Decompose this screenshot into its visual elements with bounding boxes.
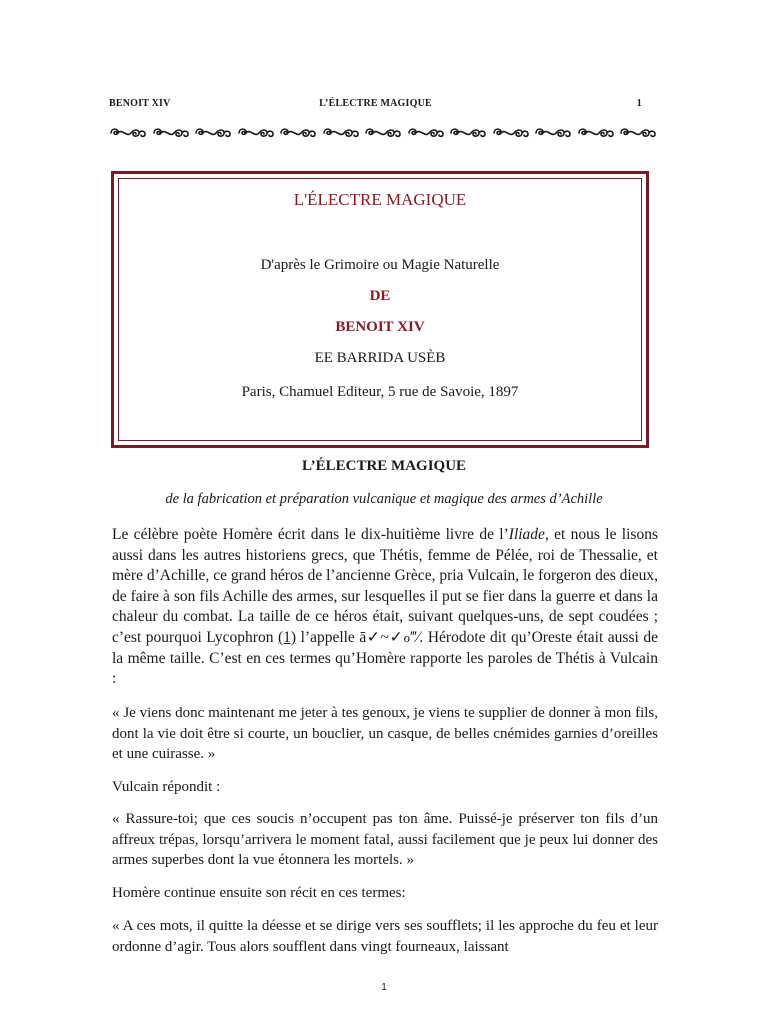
body-paragraph-2: « Je viens donc maintenant me jeter à tes genoux, je viens te supplier de donner à mon fils, dont la vie doit être si courte, un bouclier, un casque, de belles cnémides garnies d’oreilles et une cuirasse. »	[112, 705, 658, 763]
header-author: BENOIT XIV	[109, 98, 171, 109]
book-imprint: Paris, Chamuel Editeur, 5 rue de Savoie, 1897	[241, 384, 519, 400]
section-title: L’ÉLECTRE MAGIQUE	[301, 458, 467, 474]
section-subtitle: de la fabrication et préparation vulcanique et magique des armes d’Achille	[165, 491, 603, 507]
header-title: L’ÉLECTRE MAGIQUE	[319, 98, 432, 109]
scroll-ornament-icon	[279, 126, 317, 140]
scroll-ornament-icon	[492, 126, 530, 140]
footnote-reference[interactable]: (1)	[277, 628, 297, 646]
scroll-ornament-icon	[619, 126, 657, 140]
p1-text-b: , et nous le lisons aussi dans les autres historiens grecs, que Thétis, femme de Pélée, roi de Thessalie, et mère d’Achille, ce grand héros de l’ancienne Grèce, pria Vulcain, le forgeron des dieux, de faire à son fils Achille des armes, sur lesquelles il put se fier dans la guerre et dans la chaleur du combat. La taille de ce héros était, suivant quelques-uns, de sept coudées ; c’est pourquoi Lycophron	[112, 526, 658, 646]
scroll-ornament-icon	[109, 126, 147, 140]
body-paragraph-5: Homère continue ensuite son récit en ces termes:	[112, 885, 406, 901]
book-subtitle: D'après le Grimoire ou Magie Naturelle	[260, 257, 500, 273]
footer-page-number: 1	[381, 982, 387, 993]
scroll-ornament-icon	[237, 126, 275, 140]
body-paragraph-3: Vulcain répondit :	[112, 779, 221, 795]
scroll-ornament-icon	[577, 126, 615, 140]
decorative-ornament-border	[109, 124, 657, 142]
header-page-number: 1	[636, 98, 642, 109]
book-de: DE	[369, 288, 391, 304]
running-header	[109, 98, 642, 112]
p1-text-c: l’appelle	[296, 628, 360, 646]
body-paragraph-6: « A ces mots, il quitte la déesse et se dirige vers ses soufflets; il les approche du feu et leur ordonne d’agir. Tous alors soufflent dans vingt fourneaux, laissant	[112, 918, 658, 955]
greek-word: ā✓~✓ℴ‴⁄.	[359, 628, 424, 646]
scroll-ornament-icon	[152, 126, 190, 140]
scroll-ornament-icon	[534, 126, 572, 140]
title-frame	[111, 171, 649, 448]
scroll-ornament-icon	[407, 126, 445, 140]
scroll-ornament-icon	[194, 126, 232, 140]
scroll-ornament-icon	[364, 126, 402, 140]
book-translator: EE BARRIDA USÈB	[314, 350, 446, 366]
book-title: L'ÉLECTRE MAGIQUE	[293, 190, 467, 209]
scroll-ornament-icon	[322, 126, 360, 140]
scroll-ornament-icon	[449, 126, 487, 140]
book-author: BENOIT XIV	[335, 319, 425, 335]
p1-text-d: Hérodote dit qu’Oreste était aussi de la même taille. C’est en ces termes qu’Homère rapporte les paroles de Thétis à Vulcain :	[112, 628, 658, 688]
body-paragraph-1	[112, 525, 658, 690]
iliade-title: Iliade	[508, 526, 545, 543]
p1-text-a: Le célèbre poète Homère écrit dans le dix-huitième livre de l’	[112, 526, 509, 543]
body-paragraph-4: « Rassure-toi; que ces soucis n’occupent pas ton âme. Puissé-je préserver ton fils d’un affreux trépas, lorsqu’arrivera le moment fatal, aussi facilement que je peux lui donner des armes superbes dont la vue étonnera les mortels. »	[112, 811, 658, 869]
